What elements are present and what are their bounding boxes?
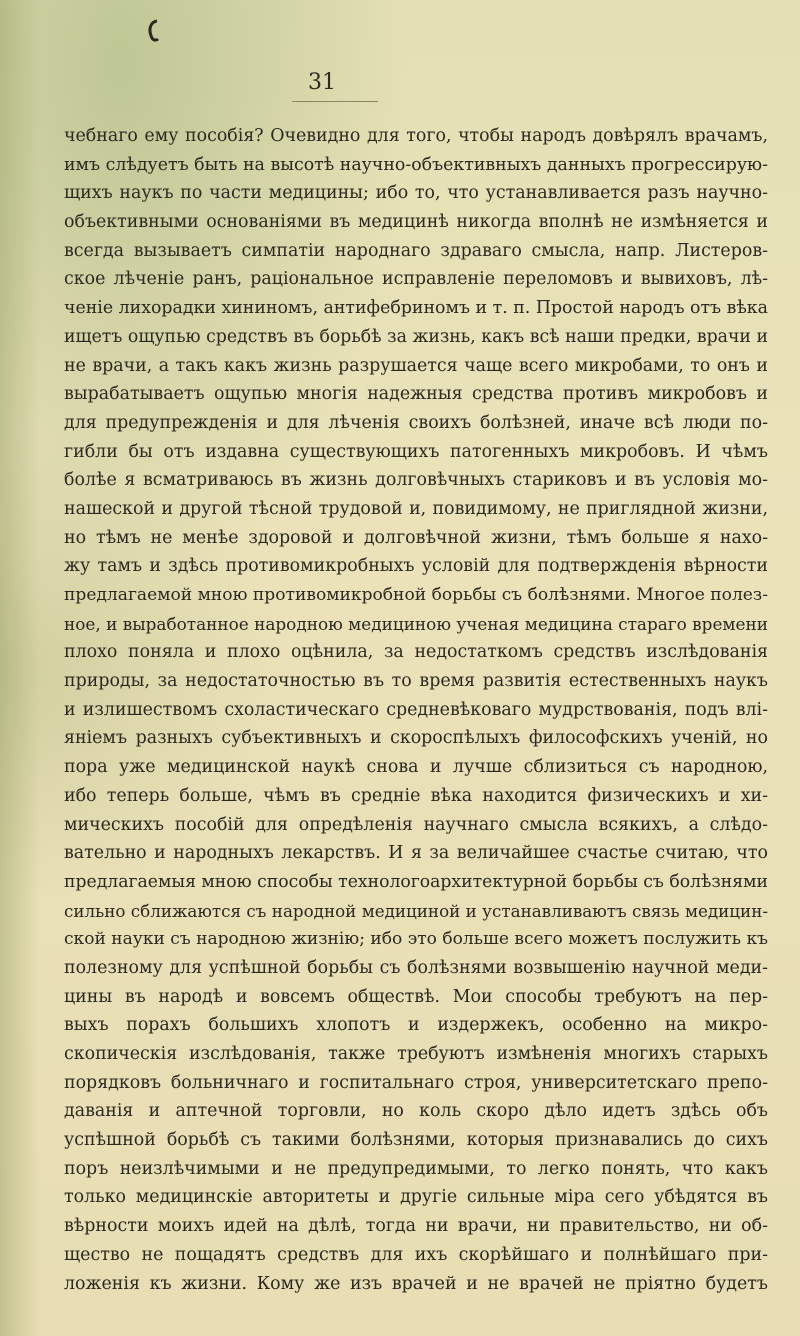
- text-line: ибо теперь больше, чѣмъ въ средніе вѣка находится физическихъ и хи-: [64, 785, 768, 806]
- header-rule: [292, 101, 378, 102]
- text-line: цины въ народѣ и вовсемъ обществѣ. Мои способы требуютъ на пер-: [64, 986, 768, 1007]
- text-line: жу тамъ и здѣсь противомикробныхъ условій для подтвержденія вѣрности: [64, 556, 768, 577]
- text-line: даванія и аптечной торговли, но коль скоро дѣло идетъ здѣсь объ: [64, 1101, 768, 1122]
- page-edge-shadow: [0, 0, 40, 1336]
- text-line: успѣшной борьбѣ съ такими болѣзнями, которыя признавались до сихъ: [64, 1130, 768, 1151]
- text-line: мическихъ пособій для опредѣленія научнаго смысла всякихъ, а слѣдо-: [64, 814, 768, 835]
- body-text: [64, 122, 768, 1298]
- text-line: предлагаемой мною противомикробной борьбы съ болѣзнями. Многое полез-: [64, 585, 768, 605]
- text-line: чебнаго ему пособія? Очевидно для того, чтобы народъ довѣрялъ врачамъ,: [64, 126, 768, 146]
- text-line: поръ неизлѣчимыми и не предупредимыми, то легко понять, что какъ: [64, 1158, 768, 1179]
- text-line: гибли бы отъ издавна существующихъ патогенныхъ микробовъ. И чѣмъ: [64, 441, 768, 462]
- text-line: не врачи, а такъ какъ жизнь разрушается чаще всего микробами, то онъ и: [64, 355, 768, 376]
- text-line: щихъ наукъ по части медицины; ибо то, что устанавливается разъ научно-: [64, 183, 768, 204]
- text-line: вырабатываетъ ощупью многія надежныя средства противъ микробовъ и: [64, 384, 768, 405]
- text-line: ской науки съ народною жизнію; ибо это больше всего можетъ послужить къ: [64, 929, 768, 950]
- text-line: вательно и народныхъ лекарствъ. И я за величайшее счастье считаю, что: [64, 843, 768, 864]
- text-line: порядковъ больничнаго и госпитальнаго строя, университетскаго препо-: [64, 1072, 768, 1093]
- text-line: только медицинскіе авторитеты и другіе сильные міра сего убѣдятся въ: [64, 1187, 768, 1208]
- text-line: ное, и выработанное народною медициною ученая медицина стараго времени: [64, 613, 768, 634]
- text-line: сильно сближаются съ народной медициной и устанавливаютъ связь медицин-: [64, 900, 768, 921]
- text-line: нашеской и другой тѣсной трудовой и, повидимому, не приглядной жизни,: [64, 498, 768, 519]
- page-number: 31: [308, 70, 336, 95]
- text-line: природы, за недостаточностью въ то время развитія естественныхъ наукъ: [64, 671, 768, 692]
- text-line: выхъ порахъ большихъ хлопотъ и издержекъ, особенно на микро-: [64, 1015, 768, 1036]
- text-line: яніемъ разныхъ субъективныхъ и скороспѣлыхъ философскихъ ученій, но: [64, 728, 768, 749]
- text-line: но тѣмъ не менѣе здоровой и долговѣчной жизни, тѣмъ больше я нахо-: [64, 527, 768, 548]
- text-line: вѣрности моихъ идей на дѣлѣ, тогда ни врачи, ни правительство, ни об-: [64, 1216, 768, 1237]
- text-line: ченіе лихорадки хининомъ, антифебриномъ и т. п. Простой народъ отъ вѣка: [64, 298, 768, 319]
- text-line: ское лѣченіе ранъ, раціональное исправленіе переломовъ и вывиховъ, лѣ-: [64, 269, 768, 290]
- text-line: для предупрежденія и для лѣченія своихъ болѣзней, иначе всѣ люди по-: [64, 412, 768, 433]
- text-line: щество не пощадятъ средствъ для ихъ скорѣйшаго и полнѣйшаго при-: [64, 1244, 768, 1265]
- margin-mark-icon: [146, 18, 160, 44]
- text-line: ищетъ ощупью средствъ въ борьбѣ за жизнь, какъ всѣ наши предки, врачи и: [64, 326, 768, 347]
- text-line: объективными основаніями въ медицинѣ никогда вполнѣ не измѣняется и: [64, 212, 768, 233]
- text-line: полезному для успѣшной борьбы съ болѣзнями возвышенію научной меди-: [64, 957, 768, 978]
- text-line: и излишествомъ схоластическаго средневѣковаго мудрствованія, подъ влі-: [64, 699, 768, 720]
- text-line: всегда вызываетъ симпатіи народнаго здраваго смысла, напр. Листеров-: [64, 240, 768, 261]
- text-line: имъ слѣдуетъ быть на высотѣ научно-объективныхъ данныхъ прогрессирую-: [64, 154, 768, 175]
- text-line: болѣе я всматриваюсь въ жизнь долговѣчныхъ стариковъ и въ условія мо-: [64, 470, 768, 491]
- text-line: предлагаемыя мною способы технологоархитектурной борьбы съ болѣзнями: [64, 871, 768, 892]
- text-line: пора уже медицинской наукѣ снова и лучше сблизиться съ народною,: [64, 757, 768, 778]
- text-line: ложенія къ жизни. Кому же изъ врачей и не врачей не пріятно будетъ: [64, 1273, 768, 1294]
- text-line: скопическія изслѣдованія, также требуютъ измѣненія многихъ старыхъ: [64, 1044, 768, 1064]
- text-line: плохо поняла и плохо оцѣнила, за недостаткомъ средствъ изслѣдованія: [64, 642, 768, 663]
